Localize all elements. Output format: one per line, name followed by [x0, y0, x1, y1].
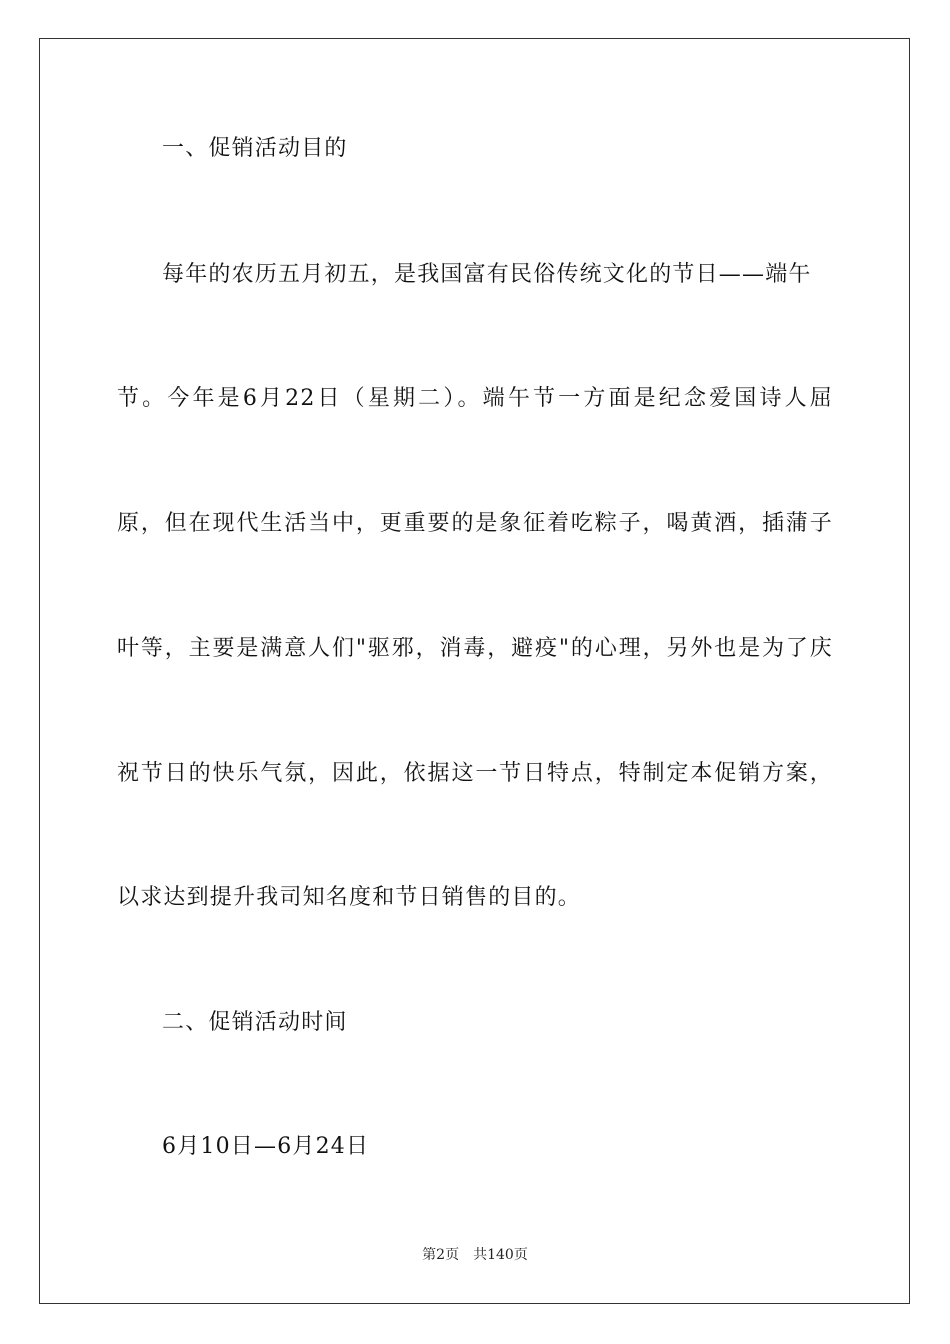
paragraph-line-4: 叶等，主要是满意人们"驱邪，消毒，避疫"的心理，另外也是为了庆	[117, 636, 833, 661]
page-footer	[0, 1246, 950, 1264]
section-heading-time: 二、促销活动时间	[162, 1010, 348, 1035]
paragraph-line-1: 每年的农历五月初五，是我国富有民俗传统文化的节日——端午	[162, 262, 812, 287]
paragraph-line-3: 原，但在现代生活当中，更重要的是象征着吃粽子，喝黄酒，插蒲子	[117, 511, 833, 536]
section-heading-purpose: 一、促销活动目的	[162, 136, 348, 161]
time-range-text: 6月10日—6月24日	[162, 1134, 370, 1159]
paragraph-line-5: 祝节日的快乐气氛，因此，依据这一节日特点，特制定本促销方案，	[117, 761, 833, 786]
page-number: 第2页	[422, 1247, 460, 1263]
paragraph-line-2: 节。今年是6月22日（星期二）。端午节一方面是纪念爱国诗人屈	[117, 386, 833, 411]
paragraph-line-6: 以求达到提升我司知名度和节日销售的目的。	[117, 885, 582, 910]
page-border	[39, 38, 910, 1304]
page-total: 共140页	[473, 1247, 528, 1263]
